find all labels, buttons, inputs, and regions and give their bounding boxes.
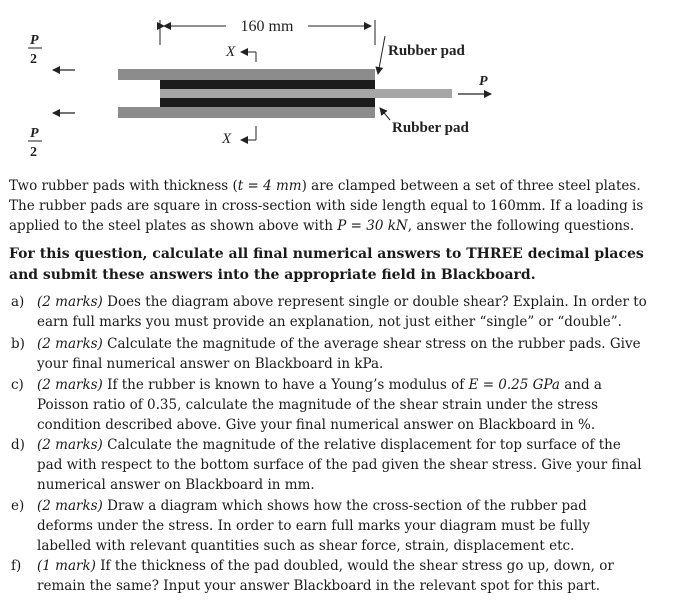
question-text: Calculate the magnitude of the relative displacement for top surface of the pad with respect to the bottom surface of the pad given the shear stress. Give your final numerical answer on Blackboard in mm. bbox=[37, 437, 642, 493]
question-text: If the thickness of the pad doubled, would the shear stress go up, down, or remain the same? Input your answer Blackboard in the relevant spot for this part. bbox=[37, 558, 614, 594]
svg-text:Rubber pad: Rubber pad bbox=[392, 120, 469, 136]
question-c: c) (2 marks) If the rubber is known to have a Young’s modulus of E = 0.25 GPa and a Poisson ratio of 0.35, calculate the magnitude of the shear strain under the stress condition described above. Give your final numerical answer on Blackboard in %. bbox=[11, 377, 602, 433]
dimension-160mm bbox=[160, 18, 375, 45]
instructions: For this question, calculate all final numerical answers to THREE decimal places and submit these answers into the appropriate field in Blackboard. bbox=[9, 246, 644, 283]
svg-text:X: X bbox=[226, 44, 236, 60]
svg-text:2: 2 bbox=[30, 145, 37, 160]
question-label: a) bbox=[11, 294, 25, 310]
section-label-top bbox=[225, 44, 256, 62]
steel-plate-bottom bbox=[118, 107, 375, 118]
rubber-pad-label-top bbox=[378, 36, 465, 74]
svg-text:P: P bbox=[30, 33, 39, 48]
rubber-pad-label-bottom bbox=[380, 108, 469, 136]
question-marks: (2 marks) bbox=[37, 377, 103, 393]
question-label: f) bbox=[11, 558, 22, 574]
question-f bbox=[11, 556, 647, 596]
load-right bbox=[458, 74, 491, 94]
question-text: Does the diagram above represent single or double shear? Explain. In order to earn full marks you must provide an explanation, not just either “single” or “double”. bbox=[37, 294, 647, 330]
svg-text:Rubber pad: Rubber pad bbox=[388, 43, 465, 59]
load-value: P = 30 kN bbox=[337, 218, 408, 234]
question-marks: (2 marks) bbox=[37, 437, 103, 453]
steel-plate-top bbox=[118, 69, 375, 80]
thickness-value: t = 4 mm bbox=[237, 178, 302, 194]
question-e bbox=[11, 496, 647, 556]
question-label: c) bbox=[11, 377, 24, 393]
section-label-bottom bbox=[221, 126, 256, 147]
svg-text:P: P bbox=[30, 126, 39, 141]
question-text: Calculate the magnitude of the average shear stress on the rubber pads. Give your final numerical answer on Blackboard in kPa. bbox=[37, 336, 641, 372]
svg-text:X: X bbox=[222, 131, 232, 147]
modulus-value: E = 0.25 GPa bbox=[468, 377, 560, 393]
question-marks: (1 mark) bbox=[37, 558, 96, 574]
svg-text:2: 2 bbox=[30, 52, 37, 67]
load-left-bottom bbox=[28, 113, 75, 160]
question-a bbox=[11, 292, 647, 332]
svg-text:P: P bbox=[479, 74, 488, 89]
plate-stack bbox=[118, 69, 452, 118]
question-b bbox=[11, 334, 647, 374]
rubber-pad-top bbox=[160, 80, 375, 89]
question-label: e) bbox=[11, 498, 25, 514]
question-marks: (2 marks) bbox=[37, 294, 103, 310]
dimension-label: 160 mm bbox=[240, 18, 294, 35]
question-marks: (2 marks) bbox=[37, 336, 103, 352]
question-label: b) bbox=[11, 336, 25, 352]
problem-statement: Two rubber pads with thickness (t = 4 mm) are clamped between a set of three steel plates. The rubber pads are square in cross-section with side length equal to 160mm. If a loading is applied to the steel plates as shown above with P = 30 kN, answer the following questions. bbox=[9, 178, 644, 234]
question-label: d) bbox=[11, 437, 25, 453]
shear-diagram bbox=[0, 0, 700, 170]
question-text: Draw a diagram which shows how the cross-section of the rubber pad deforms under the stress. In order to earn full marks your diagram must be fully labelled with relevant quantities such as shear force, strain, displacement etc. bbox=[37, 498, 590, 554]
question-d bbox=[11, 435, 647, 495]
rubber-pad-bottom bbox=[160, 98, 375, 107]
question-marks: (2 marks) bbox=[37, 498, 103, 514]
steel-plate-middle bbox=[160, 89, 452, 98]
load-left-top bbox=[28, 33, 75, 70]
